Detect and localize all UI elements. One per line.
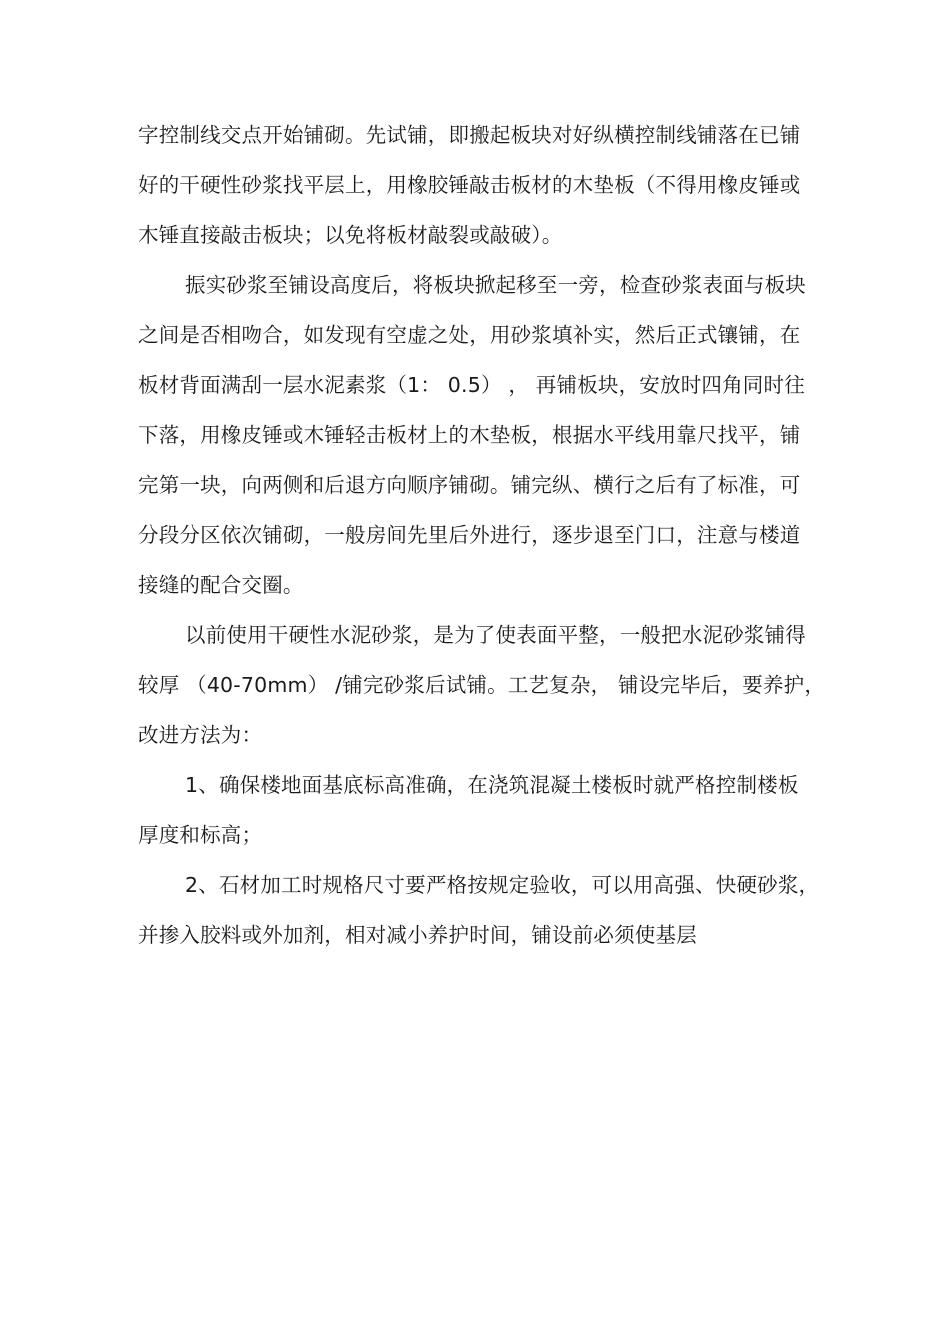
text-line: 木锤直接敲击板块；以免将板材敲裂或敲破）。: [138, 223, 563, 247]
text-line: 字控制线交点开始铺砌。先试铺，即搬起板块对好纵横控制线铺落在已铺: [138, 123, 801, 147]
text-line: 板材背面满刮一层水泥素浆（1： 0.5） ， 再铺板块，安放时四角同时往: [138, 373, 805, 397]
text-line: 较厚 （40-70mm） /铺完砂浆后试铺。工艺复杂， 铺设完毕后，要养护，: [138, 673, 826, 697]
document-body: [138, 110, 826, 960]
text-line: 并掺入胶料或外加剂，相对减小养护时间，铺设前必须使基层: [138, 923, 697, 947]
text-line: 振实砂浆至铺设高度后，将板块掀起移至一旁，检查砂浆表面与板块: [185, 273, 806, 297]
text-line: 接缝的配合交圈。: [138, 573, 304, 597]
text-line: 2、石材加工时规格尺寸要严格按规定验收，可以用高强、快硬砂浆，: [185, 873, 820, 897]
text-line: 之间是否相吻合，如发现有空虚之处，用砂浆填补实，然后正式镶铺，在: [138, 323, 801, 347]
text-line: 好的干硬性砂浆找平层上，用橡胶锤敲击板材的木垫板（不得用橡皮锤或: [138, 173, 801, 197]
text-line: 分段分区依次铺砌，一般房间先里后外进行，逐步退至门口，注意与楼道: [138, 523, 801, 547]
text-line: 以前使用干硬性水泥砂浆，是为了使表面平整，一般把水泥砂浆铺得: [185, 623, 806, 647]
text-line: 1、确保楼地面基底标高准确，在浇筑混凝土楼板时就严格控制楼板: [185, 773, 799, 797]
text-line: 下落，用橡皮锤或木锤轻击板材上的木垫板，根据水平线用靠尺找平，铺: [138, 423, 801, 447]
text-line: 厚度和标高；: [138, 823, 263, 847]
text-line: 完第一块，向两侧和后退方向顺序铺砌。铺完纵、横行之后有了标准，可: [138, 473, 801, 497]
text-line: 改进方法为：: [138, 723, 263, 747]
